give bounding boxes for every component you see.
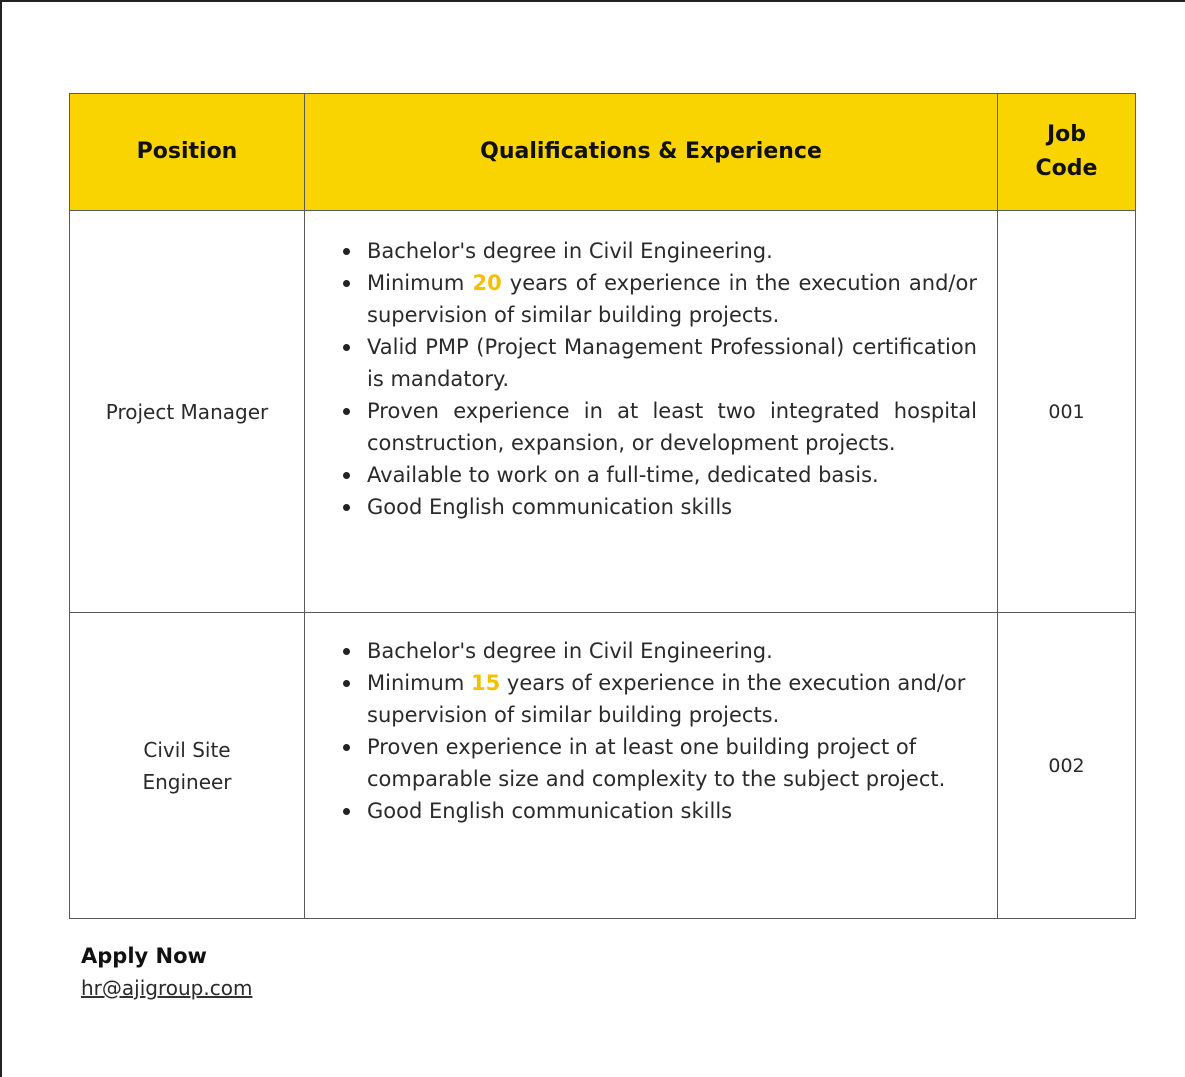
qualifications-cell [305,613,998,919]
qualifications-list [305,613,997,827]
qualification-text-post: years of experience in the execution and/or supervision of similar building projects. [367,271,977,327]
header-job-code [998,94,1136,211]
position-name: Project Manager [105,399,269,424]
job-openings-table [69,93,1136,919]
job-code-cell: 002 [998,613,1136,919]
header-job-code-label: Job Code [1035,122,1098,181]
qualification-text-pre: Minimum [367,271,473,295]
header-position: Position [70,94,305,211]
header-qualifications: Qualifications & Experience [305,94,998,211]
qualifications-list [305,211,997,523]
qualification-item: Proven experience in at least two integrated hospital construction, expansion, or development projects. [367,395,977,459]
table-row [70,211,1136,613]
qualification-item: Good English communication skills [367,491,977,523]
position-cell [70,613,305,919]
experience-years-highlight: 20 [472,271,502,295]
qualification-item: Valid PMP (Project Management Professional) certification is mandatory. [367,331,977,395]
qualification-text-pre: Minimum [367,671,471,695]
apply-email-link[interactable]: hr@ajigroup.com [81,976,253,1000]
table-header-row [70,94,1136,211]
position-cell [70,211,305,613]
qualifications-cell [305,211,998,613]
apply-section [81,940,252,1004]
table-row [70,613,1136,919]
apply-now-heading: Apply Now [81,944,207,968]
qualification-item: Available to work on a full-time, dedicated basis. [367,459,977,491]
qualification-item: Bachelor's degree in Civil Engineering. [367,235,977,267]
qualification-text-post: years of experience in the execution and/or supervision of similar building projects. [367,671,966,727]
qualification-item [367,267,977,331]
experience-years-highlight: 15 [471,671,501,695]
qualification-item [367,667,977,731]
qualification-item: Bachelor's degree in Civil Engineering. [367,635,977,667]
qualification-item: Proven experience in at least one building project of comparable size and complexity to the subject project. [367,731,977,795]
job-code-cell: 001 [998,211,1136,613]
position-name: Civil Site Engineer [142,737,232,794]
qualification-item: Good English communication skills [367,795,977,827]
